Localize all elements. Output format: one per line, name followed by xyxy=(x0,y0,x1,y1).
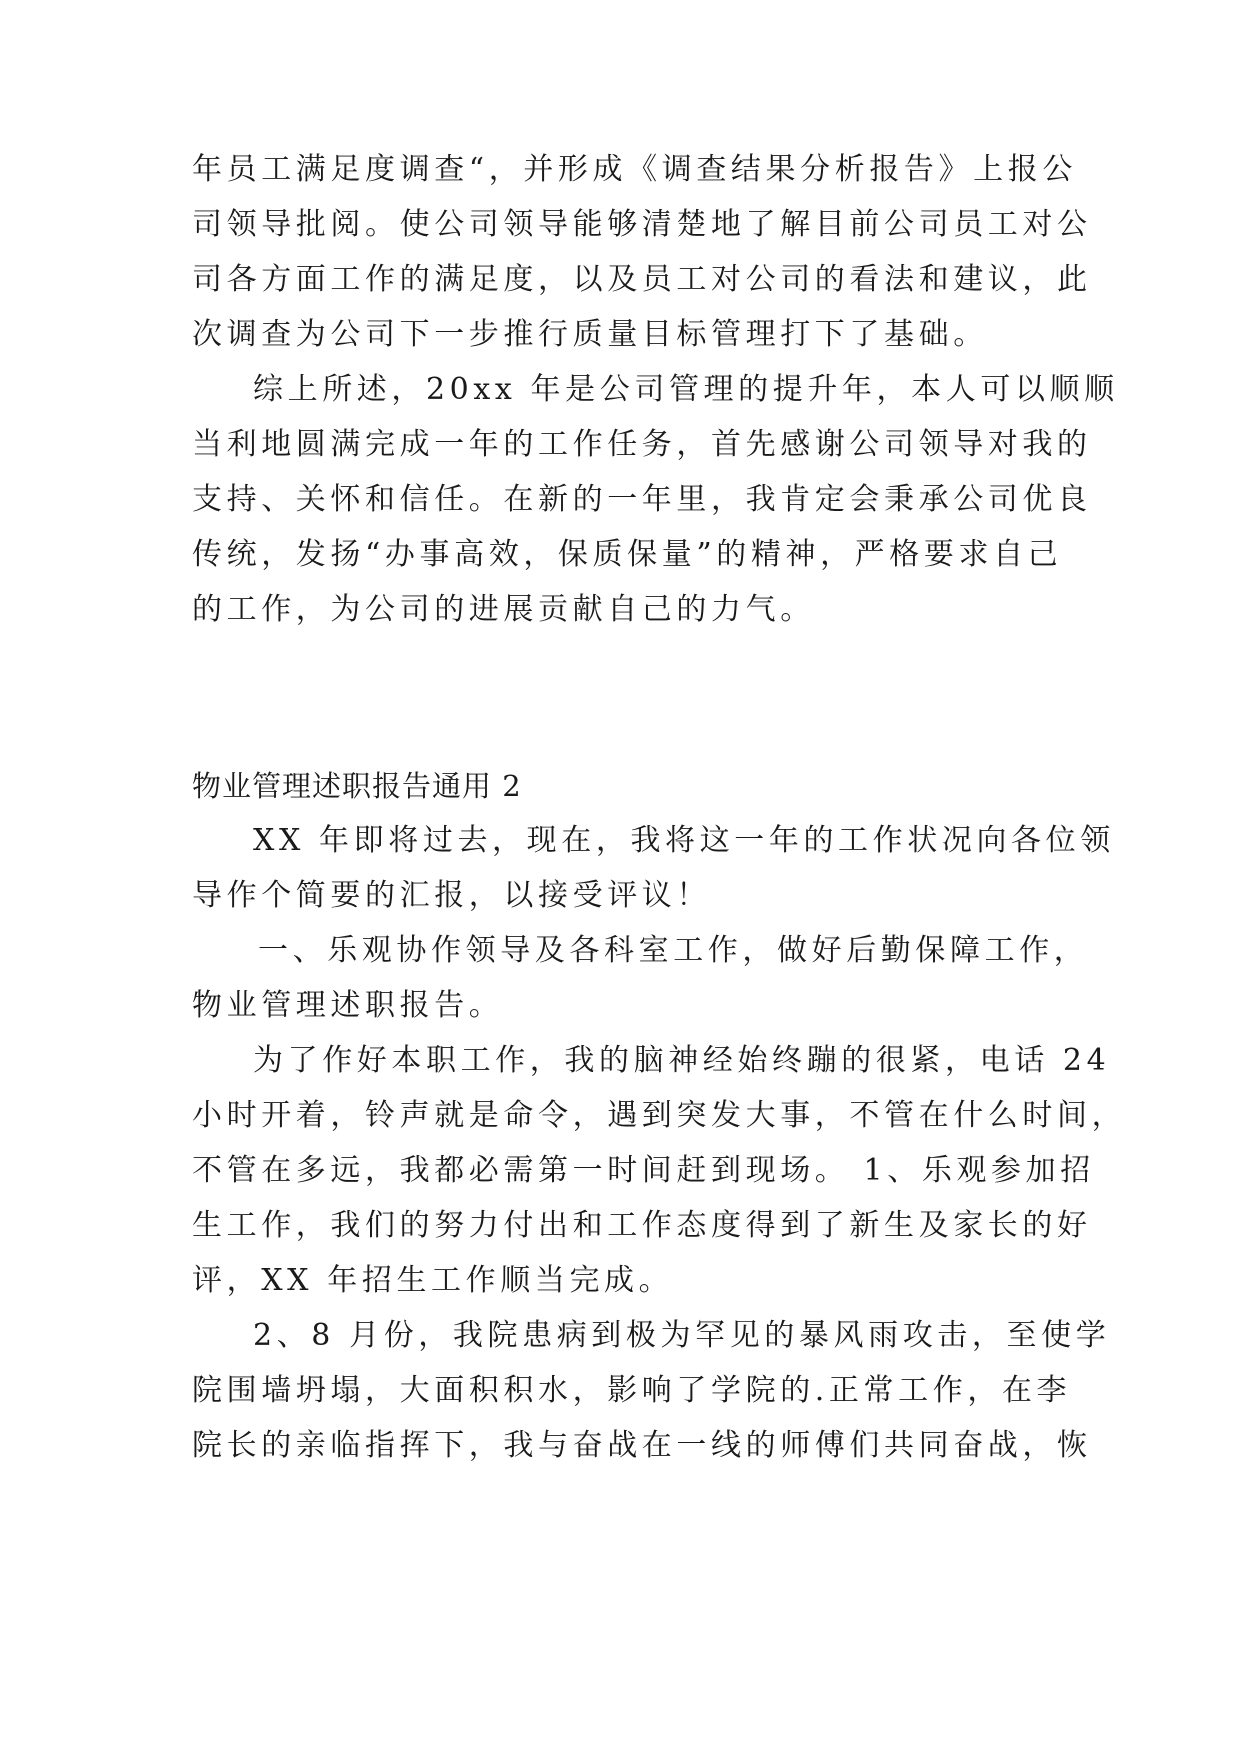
paragraph-line: 一、乐观协作领导及各科室工作，做好后勤保障工作， xyxy=(258,933,1089,968)
paragraph-line: 生工作，我们的努力付出和工作态度得到了新生及家长的好 xyxy=(192,1208,1092,1243)
paragraph-line: 导作个简要的汇报，以接受评议！ xyxy=(192,878,711,913)
paragraph-line: 评，XX 年招生工作顺当完成。 xyxy=(192,1263,674,1298)
section-heading: 物业管理述职报告通用 2 xyxy=(192,769,522,803)
paragraph-line: 当利地圆满完成一年的工作任务，首先感谢公司领导对我的 xyxy=(192,427,1092,462)
paragraph-line: 次调查为公司下一步推行质量目标管理打下了基础。 xyxy=(192,317,988,352)
paragraph-line: 司领导批阅。使公司领导能够清楚地了解目前公司员工对公 xyxy=(192,207,1092,242)
paragraph-line: 不管在多远，我都必需第一时间赶到现场。 1、乐观参加招 xyxy=(192,1153,1095,1188)
paragraph-line: 年员工满足度调查“，并形成《调查结果分析报告》上报公 xyxy=(192,152,1077,187)
paragraph-line: 传统，发扬“办事高效，保质保量”的精神，严格要求自己 xyxy=(192,537,1063,572)
paragraph-line: 司各方面工作的满足度，以及员工对公司的看法和建议，此 xyxy=(192,262,1092,297)
paragraph-line: 综上所述，20xx 年是公司管理的提升年，本人可以顺顺 xyxy=(253,372,1119,407)
paragraph-line: 院长的亲临指挥下，我与奋战在一线的师傅们共同奋战，恢 xyxy=(192,1428,1092,1463)
paragraph-line: 支持、关怀和信任。在新的一年里，我肯定会秉承公司优良 xyxy=(192,482,1092,517)
paragraph-line: 2、8 月份，我院患病到极为罕见的暴风雨攻击，至使学 xyxy=(253,1318,1111,1353)
paragraph-line: 的工作，为公司的进展贡献自己的力气。 xyxy=(192,592,815,627)
paragraph-line: 为了作好本职工作，我的脑神经始终蹦的很紧，电话 24 xyxy=(253,1043,1111,1078)
paragraph-line: XX 年即将过去，现在，我将这一年的工作状况向各位领 xyxy=(253,823,1115,858)
paragraph-line: 小时开着，铃声就是命令，遇到突发大事，不管在什么时间， xyxy=(192,1098,1127,1133)
paragraph-line: 院围墙坍塌，大面积积水，影响了学院的.正常工作，在李 xyxy=(192,1373,1072,1408)
paragraph-line: 物业管理述职报告。 xyxy=(192,988,504,1023)
